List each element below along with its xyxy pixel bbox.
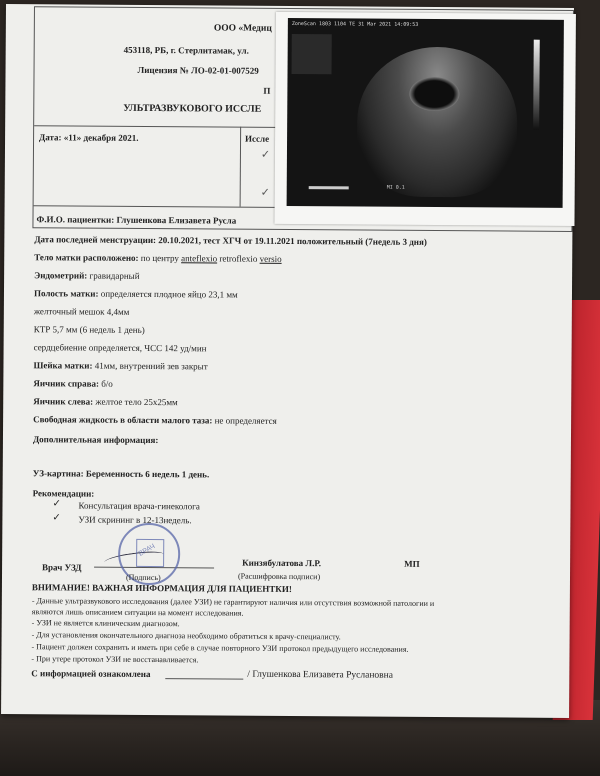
acknowledgement-underline — [165, 678, 243, 680]
check-icon: ✓ — [52, 512, 61, 524]
protocol-title: УЛЬТРАЗВУКОВОГО ИССЛЕ — [123, 102, 262, 115]
patient-name: Ф.И.О. пациентки: Глушенкова Елизавета Русла — [36, 214, 237, 226]
lmp-line: Дата последней менструации: 20.10.2021, тест ХГЧ от 19.11.2021 положительный (7недель 3 дня) — [34, 234, 427, 247]
doctor-stamp: ВРАЧ — [118, 523, 180, 585]
exam-date: Дата: «11» декабря 2021. — [39, 132, 139, 143]
mp-mark: МП — [404, 558, 420, 569]
document-page — [1, 4, 574, 718]
notice-title: ВНИМАНИЕ! ВАЖНАЯ ИНФОРМАЦИЯ ДЛЯ ПАЦИЕНТКИ! — [31, 582, 292, 595]
right-ovary-line: Яичник справа: б/о — [33, 378, 113, 389]
signature-caption: (Подпись) — [125, 572, 161, 583]
org-name: ООО «Медиц — [213, 23, 272, 34]
heartbeat-line: сердцебиение определяется, ЧСС 142 уд/мин — [33, 342, 207, 354]
crl-line: КТР 5,7 мм (6 недель 1 день) — [33, 324, 145, 335]
decode-caption: (Расшифровка подписи) — [237, 571, 321, 582]
license-number: Лицензия № ЛО-02-01-007529 — [137, 64, 259, 76]
notice-line: - УЗИ не является клиническим диагнозом. — [31, 618, 180, 629]
check-icon: ✓ — [260, 148, 271, 161]
ultrasound-image — [287, 18, 564, 208]
additional-info-label: Дополнительная информация: — [32, 434, 159, 446]
recommendations-label: Рекомендации: — [32, 488, 95, 499]
free-fluid-line: Свободная жидкость в области малого таза: не определяется — [33, 414, 277, 426]
cervix-line: Шейка матки: 41мм, внутренний зев закрыт — [33, 360, 208, 372]
org-address: 453118, РБ, г. Стерлитамак, ул. — [123, 44, 249, 56]
acknowledgement-name: / Глушенкова Елизавета Руслановна — [247, 669, 394, 681]
ultrasound-scan-fan — [357, 46, 518, 197]
notice-line: - Для установления окончательного диагноза необходимо обратиться к врачу-специалисту. — [31, 630, 341, 642]
protocol-mark: П — [263, 85, 271, 96]
notice-line: - Данные ультразвукового исследования (далее УЗИ) не гарантируют наличия или отсутствия возможной патологии и — [31, 596, 435, 609]
uterine-cavity-line: Полость матки: определяется плодное яйцо 23,1 мм — [33, 288, 238, 300]
left-ovary-line: Яичник слева: желтое тело 25х25мм — [33, 396, 178, 408]
ultrasound-photo — [274, 12, 575, 226]
grayscale-bar — [533, 40, 540, 130]
doctor-name: Кинзябулатова Л.Р. — [242, 557, 322, 569]
notice-line: - При утере протокол УЗИ не восстанавливается. — [31, 654, 199, 665]
scale-bar — [309, 186, 349, 189]
gestational-sac — [409, 77, 459, 111]
uterus-line: Тело матки расположено: по центру anteflexio retroflexio versio — [34, 252, 282, 264]
recommendation-item: УЗИ скрининг в 12-13недель. — [78, 514, 192, 526]
endometrium-line: Эндометрий: гравидарный — [34, 270, 140, 281]
ultrasound-header-text: ZoneScan 1803 1104 TE 31 Mar 2021 14:09:53 — [291, 20, 419, 28]
check-icon: ✓ — [52, 498, 61, 510]
doctor-label: Врач УЗД — [42, 562, 82, 573]
notice-line: являются лишь описанием ситуации на момент исследования. — [31, 607, 244, 618]
acknowledgement-label: С информацией ознакомлена — [31, 668, 151, 680]
notice-line: - Пациент должен сохранить и иметь при себе в случае повторного УЗИ протокол предыдущего исследования. — [31, 642, 409, 654]
recommendation-item: Консультация врача-гинеколога — [78, 500, 200, 512]
ultrasound-footer-text: MI 0.1 — [386, 184, 405, 191]
check-icon: ✓ — [260, 186, 270, 199]
us-picture-line: УЗ-картина: Беременность 6 недель 1 день. — [32, 468, 210, 480]
study-column-header: Иссле — [245, 133, 270, 144]
yolk-sac-line: желточный мешок 4,4мм — [33, 306, 130, 317]
